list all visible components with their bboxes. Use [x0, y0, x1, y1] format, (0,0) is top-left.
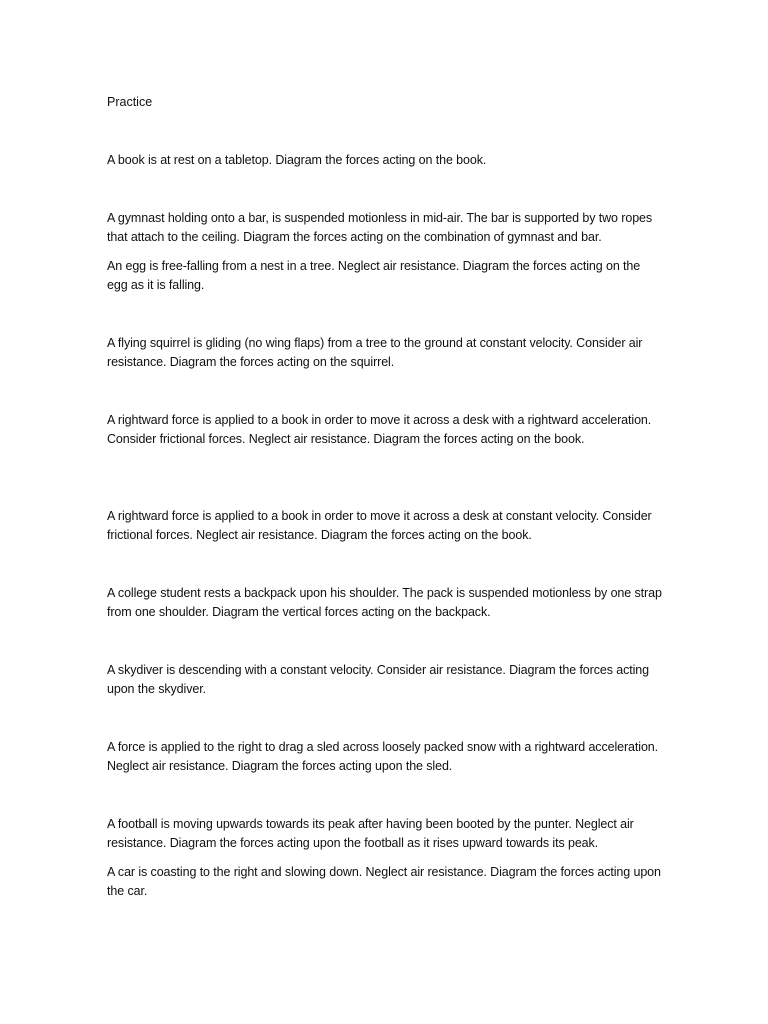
problem-1: A book is at rest on a tabletop. Diagram the forces acting on the book.: [107, 153, 487, 167]
problem-2: A gymnast holding onto a bar, is suspended motionless in mid-air. The bar is supported by two ropes that attach to the ceiling. Diagram the forces acting on the combination of gymnast and bar.: [107, 211, 653, 244]
problem-10: A football is moving upwards towards its peak after having been booted by the punter. Neglect air resistance. Diagram the forces acting upon the football as it rises upward towards its peak.: [107, 817, 634, 850]
problem-4: A flying squirrel is gliding (no wing flaps) from a tree to the ground at constant velocity. Consider air resistance. Diagram the forces acting on the squirrel.: [107, 336, 643, 369]
problem-9: A force is applied to the right to drag a sled across loosely packed snow with a rightward acceleration. Neglect air resistance. Diagram the forces acting upon the sled.: [107, 740, 659, 773]
problem-7: A college student rests a backpack upon his shoulder. The pack is suspended motionless by one strap from one shoulder. Diagram the vertical forces acting on the backpack.: [107, 586, 662, 619]
problem-3: An egg is free-falling from a nest in a tree. Neglect air resistance. Diagram the forces acting on the egg as it is falling.: [107, 259, 641, 292]
problem-11: A car is coasting to the right and slowing down. Neglect air resistance. Diagram the forces acting upon the car.: [107, 865, 661, 898]
page-title: Practice: [107, 95, 153, 109]
problem-6: A rightward force is applied to a book in order to move it across a desk at constant velocity. Consider frictional forces. Neglect air resistance. Diagram the forces acting on the book.: [107, 509, 652, 542]
problem-8: A skydiver is descending with a constant velocity. Consider air resistance. Diagram the forces acting upon the skydiver.: [107, 663, 650, 696]
problem-5: A rightward force is applied to a book in order to move it across a desk with a rightward acceleration. Consider frictional forces. Neglect air resistance. Diagram the forces acting on the book.: [107, 413, 652, 446]
